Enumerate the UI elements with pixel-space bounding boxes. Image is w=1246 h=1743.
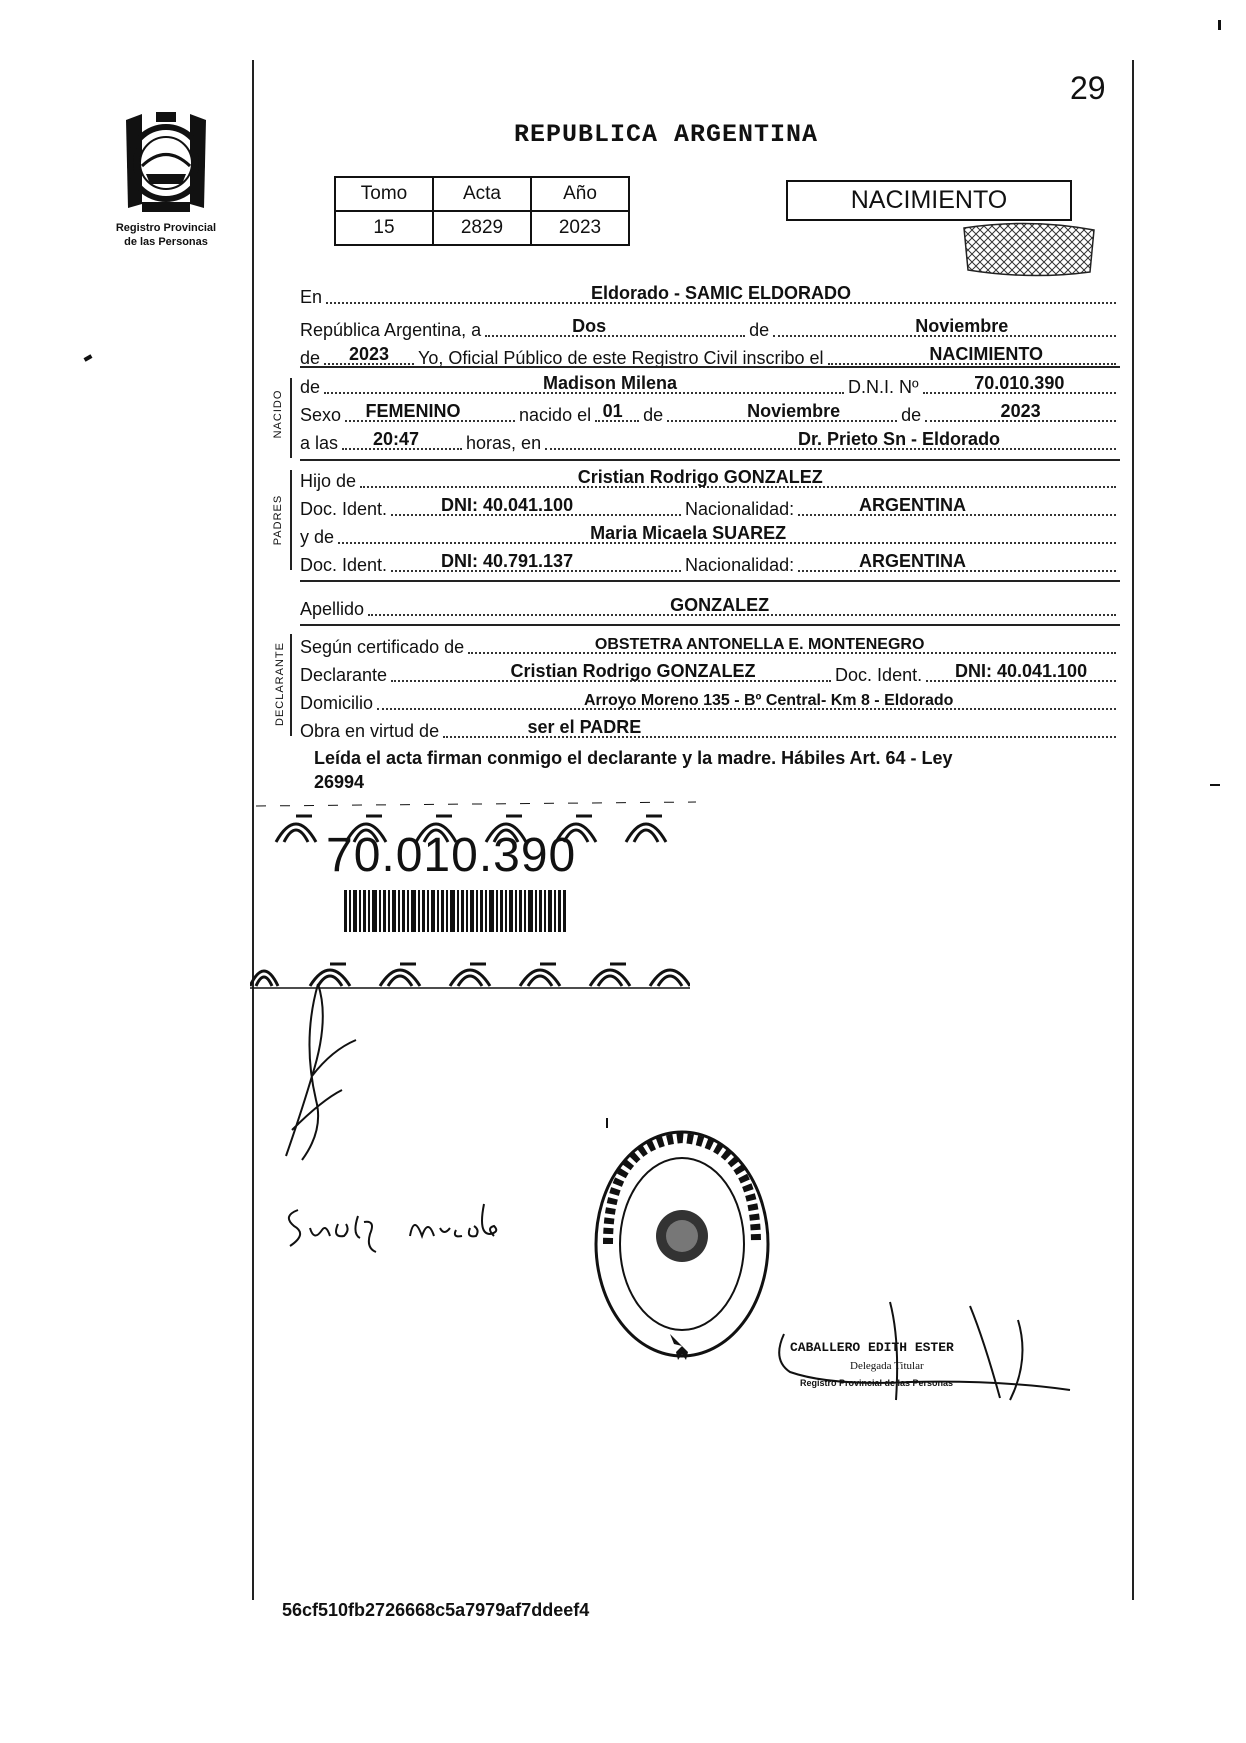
label-nacido-el: nacido el (519, 405, 592, 425)
divider-2 (300, 459, 1120, 461)
birth-month: Noviembre (747, 401, 841, 421)
footer-hash: 56cf510fb2726668c5a7979af7ddeef4 (282, 1600, 590, 1620)
label-hijo: Hijo de (300, 471, 357, 491)
father-nat: ARGENTINA (859, 495, 967, 515)
provincial-logo (112, 108, 220, 218)
label-inscribo: Yo, Oficial Público de este Registro Civil inscribo el (418, 348, 824, 368)
reference-table (334, 176, 630, 246)
anio-value: 2023 (531, 211, 629, 245)
official-signature-block (770, 1300, 1090, 1410)
declarante-doc: DNI: 40.041.100 (955, 661, 1088, 681)
bracket-padres (290, 470, 292, 570)
closing-text-2: 26994 (314, 772, 365, 792)
domicilio-value: Arroyo Moreno 135 - Bº Central- Km 8 - Eldorado (583, 692, 954, 709)
barcode (344, 890, 566, 932)
row-hora (300, 428, 1120, 454)
id-number-print: 70.010.390 (326, 829, 577, 882)
row-hijo (300, 466, 1120, 492)
section-declarante: DECLARANTE (274, 642, 286, 726)
label-de-month: de (643, 405, 664, 425)
cert-value: OBSTETRA ANTONELLA E. MONTENEGRO (594, 636, 925, 653)
security-hologram (960, 222, 1098, 278)
label-mother-doc: Doc. Ident. (300, 555, 388, 575)
closing-text-1: Leída el acta firman conmigo el declarante y la madre. Hábiles Art. 64 - Ley (314, 748, 953, 768)
acta-value: 2829 (433, 211, 531, 245)
value-en: Eldorado - SAMIC ELDORADO (591, 283, 852, 303)
birth-day: 01 (602, 401, 623, 421)
tomo-value: 15 (335, 211, 433, 245)
label-mother-nat: Nacionalidad: (685, 555, 795, 575)
stray-mark-3 (606, 1118, 608, 1128)
apellido-value: GONZALEZ (670, 595, 770, 615)
label-de-year2: de (901, 405, 922, 425)
child-name: Madison Milena (543, 373, 678, 393)
label-de-year: de (300, 348, 321, 368)
father-signature (272, 980, 372, 1170)
row-en (300, 282, 1120, 308)
row-republica (300, 315, 1120, 341)
stray-mark-1 (84, 354, 93, 361)
row-cert (300, 632, 1120, 658)
value-inscribe: NACIMIENTO (929, 344, 1044, 364)
value-year: 2023 (349, 344, 390, 364)
row-mother-doc (300, 550, 1120, 576)
right-margin-line (1132, 60, 1134, 1600)
acta-header: Acta (433, 177, 531, 211)
official-stamp (588, 1124, 776, 1364)
birth-place: Dr. Prieto Sn - Eldorado (798, 429, 1001, 449)
birth-year: 2023 (1000, 401, 1041, 421)
label-nacido-de: de (300, 377, 321, 397)
label-father-doc: Doc. Ident. (300, 499, 388, 519)
bracket-declarante (290, 634, 292, 736)
divider-1 (300, 366, 1120, 368)
mother-name: Maria Micaela SUAREZ (590, 523, 787, 543)
label-declarante: Declarante (300, 665, 388, 685)
row-father-doc (300, 494, 1120, 520)
row-sexo (300, 400, 1120, 426)
mother-signature (280, 1194, 540, 1254)
corner-mark (1218, 20, 1221, 30)
stray-mark-2 (1210, 784, 1220, 786)
row-y-de (300, 522, 1120, 548)
label-dni: D.N.I. Nº (848, 377, 919, 397)
father-name: Cristian Rodrigo GONZALEZ (577, 467, 823, 487)
tomo-header: Tomo (335, 177, 433, 211)
label-alas: a las (300, 433, 339, 453)
label-apellido: Apellido (300, 599, 365, 619)
sexo-value: FEMENINO (365, 401, 461, 421)
section-nacido: NACIDO (272, 389, 284, 439)
label-republica: República Argentina, a (300, 320, 482, 340)
declarante-name: Cristian Rodrigo GONZALEZ (510, 661, 756, 681)
record-type-box: NACIMIENTO (786, 180, 1072, 221)
official-name: CABALLERO EDITH ESTER (790, 1340, 954, 1355)
value-day: Dos (572, 316, 607, 336)
label-y-de: y de (300, 527, 335, 547)
label-de: de (749, 320, 770, 340)
obra-value: ser el PADRE (527, 717, 642, 737)
document-title: REPUBLICA ARGENTINA (514, 120, 819, 149)
father-doc: DNI: 40.041.100 (441, 495, 574, 515)
divider-3 (300, 580, 1120, 582)
row-apellido (300, 594, 1120, 620)
row-obra (300, 716, 1120, 742)
divider-4 (300, 624, 1120, 626)
logo-caption-2: de las Personas (124, 236, 208, 248)
bracket-nacido (290, 378, 292, 458)
label-sexo: Sexo (300, 405, 342, 425)
official-title: Delegada Titular (850, 1360, 924, 1372)
label-decl-doc: Doc. Ident. (835, 665, 923, 685)
row-declarante (300, 660, 1120, 686)
page-number: 29 (1070, 70, 1106, 106)
birth-hour: 20:47 (373, 429, 420, 449)
label-en: En (300, 287, 323, 307)
label-cert: Según certificado de (300, 637, 465, 657)
row-domicilio (300, 688, 1120, 714)
anio-header: Año (531, 177, 629, 211)
mother-nat: ARGENTINA (859, 551, 967, 571)
label-horas: horas, en (466, 433, 542, 453)
label-domicilio: Domicilio (300, 693, 374, 713)
value-month: Noviembre (915, 316, 1009, 336)
official-org: Registro Provincial de las Personas (800, 1378, 954, 1388)
label-father-nat: Nacionalidad: (685, 499, 795, 519)
child-dni: 70.010.390 (974, 373, 1065, 393)
row-nacido-name (300, 372, 1120, 398)
section-padres: PADRES (272, 494, 284, 546)
label-obra: Obra en virtud de (300, 721, 440, 741)
mother-doc: DNI: 40.791.137 (441, 551, 574, 571)
logo-caption-1: Registro Provincial (115, 222, 217, 234)
left-margin-line (252, 60, 254, 1600)
